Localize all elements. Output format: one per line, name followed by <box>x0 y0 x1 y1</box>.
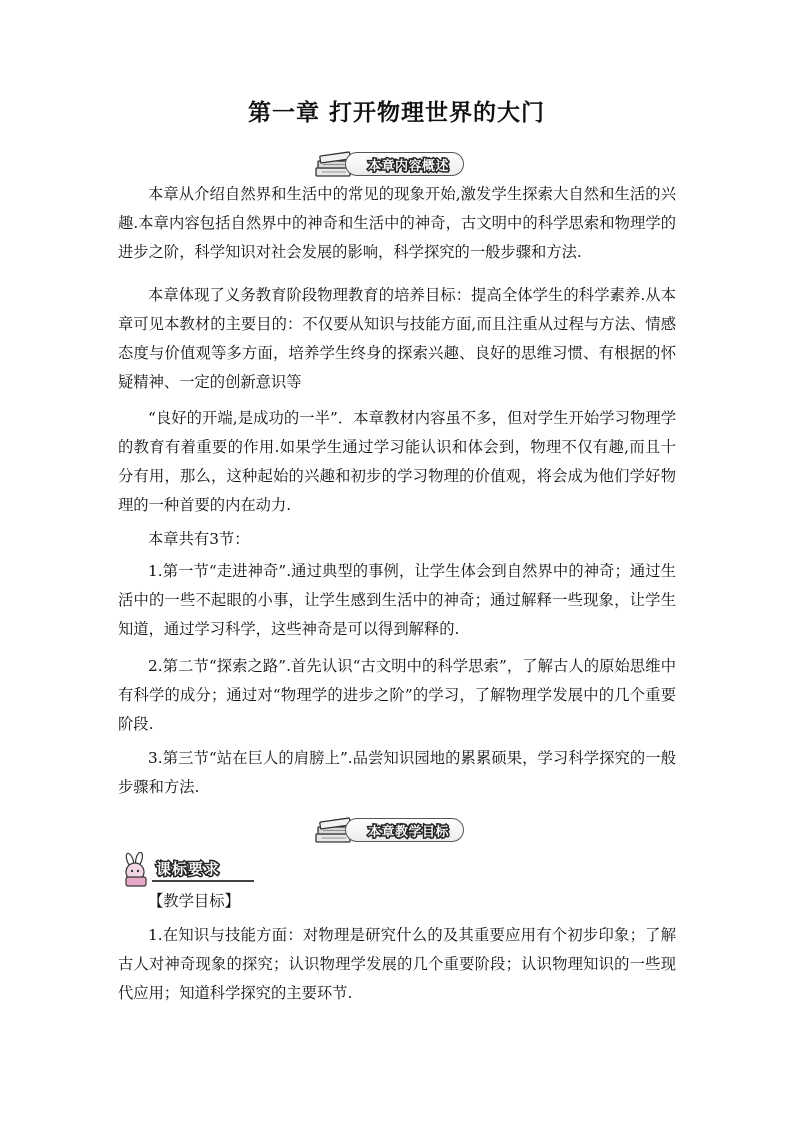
subhead-underline <box>152 880 254 882</box>
paragraph-5: 1.第一节“走进神奇”.通过典型的事例，让学生体会到自然界中的神奇；通过生活中的一些不起眼的小事，让学生感到生活中的神奇；通过解释一些现象，让学生知道，通过学习科学，这些神奇是可以得到解释的. <box>118 562 676 638</box>
paragraph-4: 本章共有3节： <box>148 530 250 548</box>
goals-paragraph: 1.在知识与技能方面：对物理是研究什么的及其重要应用有个初步印象；了解古人对神奇现象的探究；认识物理学发展的几个重要阶段；认识物理知识的一些现代应用；知道科学探究的主要环节. <box>118 926 676 1002</box>
paragraph-3: “良好的开端,是成功的一半”．本章教材内容虽不多，但对学生开始学习物理学的教育有着重要的作用.如果学生通过学习能认识和体会到，物理不仅有趣,而且十分有用，那么，这种起始的兴趣和初步的学习物理的价值观，将会成为他们学好物理的一种首要的内在动力. <box>118 409 676 514</box>
banner-label: 本章教学目标 <box>368 824 450 840</box>
paragraph-6: 2.第二节“探索之路”.首先认识“古文明中的科学思索”，了解古人的原始思维中有科学的成分；通过对“物理学的进步之阶”的学习，了解物理学发展中的几个重要阶段. <box>118 657 676 733</box>
banner-label-box <box>345 818 464 842</box>
bunny-stamp-icon <box>118 852 154 888</box>
chapter-title: 第一章 打开物理世界的大门 <box>247 99 545 126</box>
subhead-label: 课标要求 <box>156 860 221 878</box>
banner-chapter-overview <box>313 148 483 178</box>
banner-teaching-goals <box>313 814 483 844</box>
banner-label: 本章内容概述 <box>368 158 450 174</box>
subhead-curriculum-requirements <box>118 852 278 886</box>
paragraph-1: 本章从介绍自然界和生活中的常见的现象开始,激发学生探索大自然和生活的兴趣.本章内容包括自然界中的神奇和生活中的神奇，古文明中的科学思索和物理学的进步之阶，科学知识对社会发展的影响，科学探究的一般步骤和方法. <box>118 185 676 261</box>
banner-label-box <box>345 152 464 176</box>
paragraph-2: 本章体现了义务教育阶段物理教育的培养目标：提高全体学生的科学素养.从本章可见本教材的主要目的：不仅要从知识与技能方面,而且注重从过程与方法、情感态度与价值观等多方面，培养学生终身的探索兴趣、良好的思维习惯、有根据的怀疑精神、一定的创新意识等 <box>118 286 676 391</box>
paragraph-7: 3.第三节“站在巨人的肩膀上”.品尝知识园地的累累硕果，学习科学探究的一般步骤和方法. <box>118 749 676 796</box>
goals-heading: 【教学目标】 <box>148 892 240 910</box>
